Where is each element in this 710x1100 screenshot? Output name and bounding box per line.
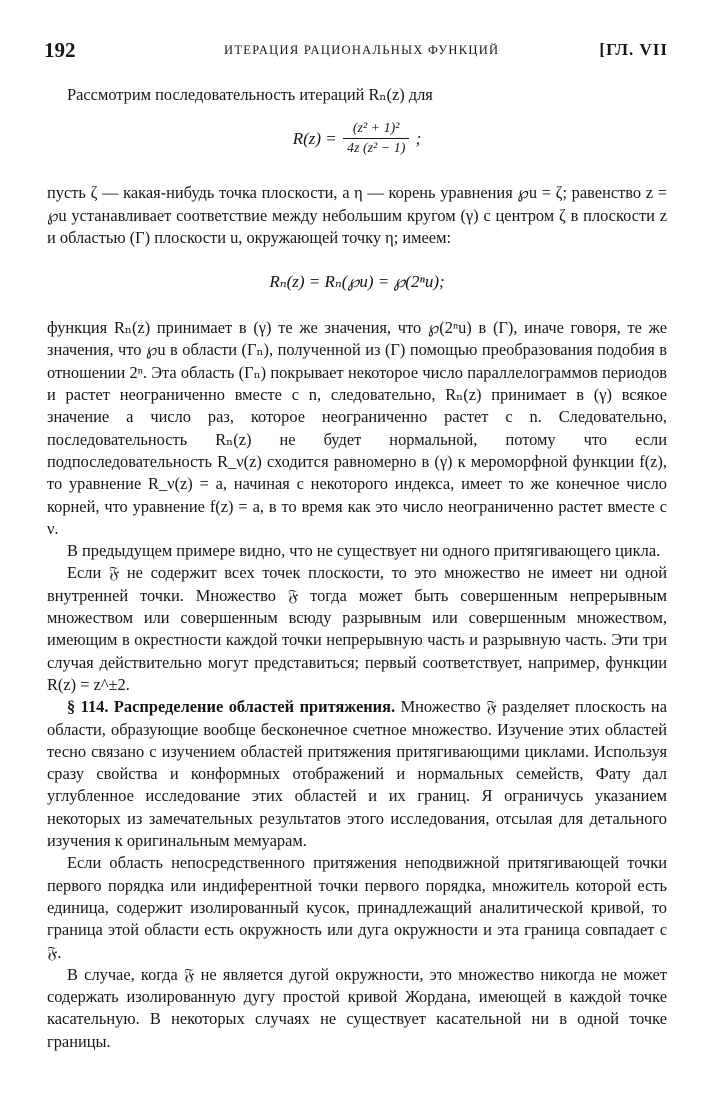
- formula-end: ;: [415, 129, 422, 149]
- paragraph-zeta: пусть ζ — какая-нибудь точка плоскости, а η — корень уравнения ℘u = ζ; равенство z = ℘u устанавливает соответствие между небольшим кругом (γ) с центром ζ в плоскости z и областью (Γ) плоскости u, окружающей точку η; имеем:: [47, 183, 667, 247]
- formula-iteration: Rₙ(z) = Rₙ(℘u) = ℘(2ⁿu);: [269, 272, 445, 292]
- page-header: [44, 38, 668, 68]
- formula-denominator: 4z (z² − 1): [347, 141, 406, 157]
- paragraph-jordan: В случае, когда 𝔉 не является дугой окружности, это множество никогда не может содержать изолированную дугу простой кривой Жордана, имеющей в каждой точке касательную. В некоторых случаях не существует касательной ни в одной точке границы.: [47, 964, 667, 1051]
- chapter-label: [ГЛ. VII: [599, 40, 668, 59]
- formula-lhs: R(z) =: [292, 129, 337, 149]
- running-title: ИТЕРАЦИЯ РАЦИОНАЛЬНЫХ ФУНКЦИЙ: [224, 43, 500, 57]
- formula-numerator: (z² + 1)²: [343, 120, 409, 139]
- formula-rational-map: [47, 120, 667, 166]
- page-body: [47, 84, 667, 1053]
- formula-fraction: [343, 120, 409, 158]
- paragraph-set-f: Если 𝔉 не содержит всех точек плоскости, то это множество не имеет ни одной внутренней точки. Множество 𝔉 тогда может быть совершенным непрерывным множеством или совершенным всюду разрывным или совершенным множеством, имеющим в окрестности каждой точки непрерывную часть и разрывную часть. Эти три случая действительно могут представиться; первый соответствует, например, функции R(z) = z^±2.: [47, 563, 667, 694]
- page-number: 192: [44, 38, 76, 62]
- paragraph-section-114: [47, 696, 667, 852]
- paragraph-example: В предыдущем примере видно, что не существует ни одного притягивающего цикла.: [67, 541, 661, 561]
- paragraph-attraction: Если область непосредственного притяжения неподвижной притягивающей точки первого порядка или индиферентной точки первого порядка, множитель которой есть единица, содержит изолированный кусок, принадлежащий аналитической кривой, то граница этой области есть окружность или дуга окружности и эта граница совпадает с 𝔉.: [47, 853, 667, 962]
- section-text: Множество 𝔉 разделяет плоскость на области, образующие вообще бесконечное счетное множество. Изучение этих областей тесно связано с изучением областей притяжения притягивающими циклами. Используя сразу свойства и конформных отображений и нормальных семейств, Фату дал углубленное исследование этих областей и их границ. Я ограничусь указанием некоторых из замечательных результатов этого исследования, отсылая для детального изучения к оригинальным мемуарам.: [47, 697, 667, 851]
- section-heading: § 114. Распределение областей притяжения.: [67, 697, 396, 717]
- paragraph-intro: Рассмотрим последовательность итераций Rₙ(z) для: [67, 85, 433, 104]
- paragraph-function: функция Rₙ(z) принимает в (γ) те же значения, что ℘(2ⁿu) в (Γ), иначе говоря, те же значения, что ℘u в области (Γₙ), полученной из (Γ) помощью преобразования подобия в отношении 2ⁿ. Эта область (Γₙ) покрывает некоторое число параллелограммов периодов и растет неограниченно вместе с n, следовательно, Rₙ(z) принимает в (γ) всякое значение a число раз, которое неограниченно растет с n. Следовательно, последовательность Rₙ(z) не будет нормальной, потому что если подпоследовательность R_ν(z) сходится равномерно в (γ) к мероморфной функции f(z), то уравнение R_ν(z) = a, начиная с некоторого индекса, имеет то же конечное число корней, что уравнение f(z) = a, в то время как это число неограниченно растет вместе с ν.: [47, 318, 667, 538]
